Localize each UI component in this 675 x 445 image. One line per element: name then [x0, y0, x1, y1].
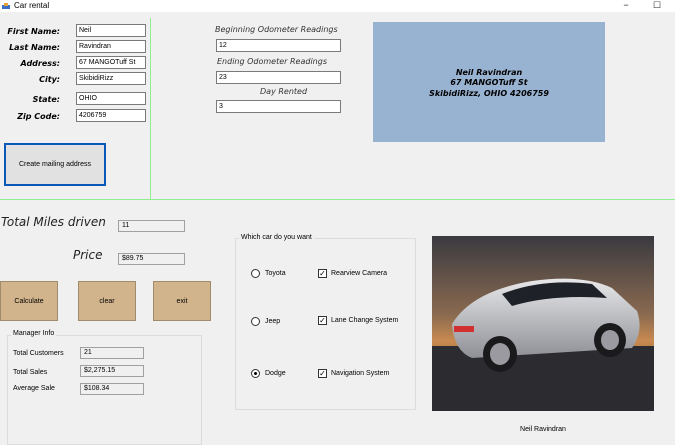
mailing-line-2: 67 MANGOTuff St — [450, 78, 528, 87]
zip-field[interactable]: 4206759 — [76, 109, 146, 122]
beginning-odometer-field[interactable]: 12 — [216, 39, 341, 52]
dodge-label[interactable]: Dodge — [265, 370, 286, 377]
create-mailing-address-button[interactable]: Create mailing address — [4, 143, 106, 186]
navigation-label[interactable]: Navigation System — [331, 370, 390, 377]
navigation-checkbox[interactable]: ✓ — [319, 369, 326, 378]
car-choice-title: Which car do you want — [241, 234, 312, 241]
address-field[interactable]: 67 MANGOTuff St — [76, 56, 146, 69]
first-name-label: First Name: — [7, 27, 60, 36]
title-bar — [0, 0, 675, 12]
average-sale-value: $108.34 — [80, 383, 144, 395]
price-label: Price — [73, 248, 103, 262]
lane-change-label[interactable]: Lane Change System — [331, 317, 399, 324]
total-miles-value: 11 — [118, 220, 185, 232]
clear-button[interactable]: clear — [78, 281, 136, 321]
car-photo — [432, 236, 654, 411]
jeep-radio[interactable] — [251, 317, 260, 326]
manager-info-title: Manager Info — [13, 330, 55, 337]
mailing-line-1: Neil Ravindran — [455, 68, 523, 77]
days-rented-label: Day Rented — [260, 87, 308, 96]
calculate-button[interactable]: Calculate — [0, 281, 58, 321]
window-title: Car rental — [14, 1, 50, 10]
rearview-camera-checkbox[interactable]: ✓ — [319, 269, 326, 278]
first-name-field[interactable]: Neil — [76, 24, 146, 37]
minimize-button[interactable]: − — [623, 0, 629, 10]
total-customers-label: Total Customers — [13, 350, 64, 357]
price-value: $89.75 — [118, 253, 185, 265]
state-label: State: — [32, 95, 60, 104]
toyota-label[interactable]: Toyota — [265, 270, 286, 277]
last-name-label: Last Name: — [9, 43, 60, 52]
mailing-line-3: SkibidiRizz, OHIO 4206759 — [429, 89, 549, 98]
total-miles-label: Total Miles driven — [1, 215, 106, 229]
lane-change-checkbox[interactable]: ✓ — [319, 316, 326, 325]
panel-divider-horizontal — [0, 199, 675, 200]
ending-odometer-field[interactable]: 23 — [216, 71, 341, 84]
jeep-label[interactable]: Jeep — [265, 318, 281, 325]
state-field[interactable]: OHIO — [76, 92, 146, 105]
beginning-odometer-label: Beginning Odometer Readings — [215, 25, 338, 34]
zip-label: Zip Code: — [17, 112, 60, 121]
total-customers-value: 21 — [80, 347, 144, 359]
address-label: Address: — [20, 59, 60, 68]
toyota-radio[interactable] — [251, 269, 260, 278]
dodge-radio[interactable] — [251, 369, 260, 378]
total-sales-value: $2,275.15 — [80, 365, 144, 377]
total-sales-label: Total Sales — [13, 369, 48, 376]
city-label: City: — [39, 75, 60, 84]
exit-button[interactable]: exit — [153, 281, 211, 321]
average-sale-label: Average Sale — [13, 385, 55, 392]
city-field[interactable]: SkibidiRizz — [76, 72, 146, 85]
app-icon — [2, 2, 10, 10]
rearview-camera-label[interactable]: Rearview Camera — [331, 270, 388, 277]
last-name-field[interactable]: Ravindran — [76, 40, 146, 53]
car-image-caption: Neil Ravindran — [520, 426, 566, 433]
maximize-button[interactable]: ☐ — [652, 0, 662, 10]
days-rented-field[interactable]: 3 — [216, 100, 341, 113]
panel-divider-vertical — [150, 18, 151, 200]
ending-odometer-label: Ending Odometer Readings — [217, 57, 327, 66]
